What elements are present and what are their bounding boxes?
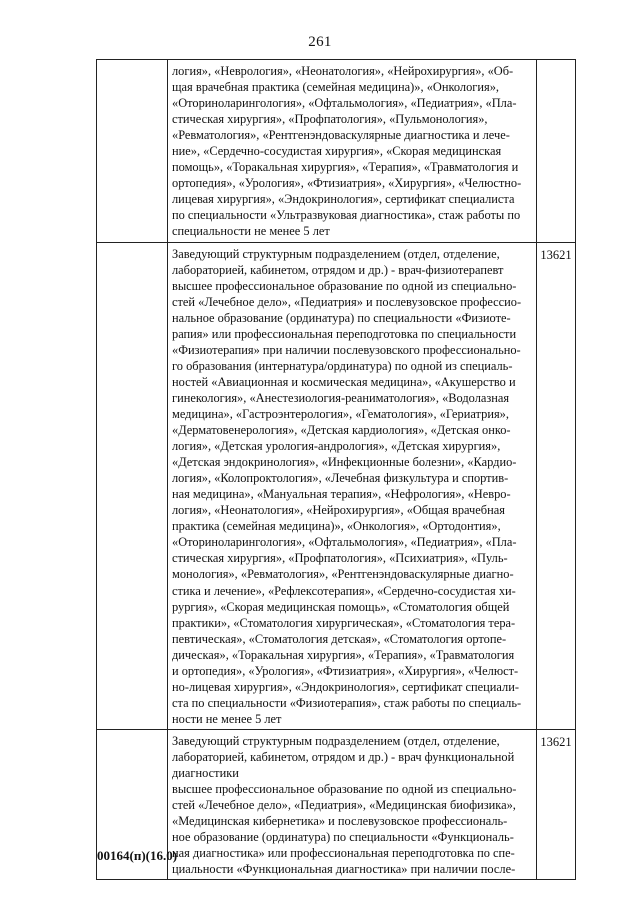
text-line: логия», «Неонатология», «Нейрохирургия», «Общая врачебная (172, 503, 505, 518)
text-line: практика (семейная медицина)», «Онкология», «Ортодонтия», (172, 519, 501, 534)
text-line: «Оториноларингология», «Офтальмология», «Педиатрия», «Пла- (172, 535, 517, 550)
text-line: «Физиотерапия» при наличии послевузовского профессионально- (172, 342, 521, 357)
text-line: го образования (интернатура/ординатура) по одной из специаль- (172, 358, 513, 373)
text-line: лицевая хирургия», «Эндокринология», сертификат специалиста (172, 192, 515, 207)
table-row (97, 242, 576, 729)
text-line: ное образование (ординатура) по специальности «Функциональ- (172, 830, 514, 845)
text-line: гинекология», «Анестезиология-реаниматология», «Водолазная (172, 390, 510, 405)
text-line: высшее профессиональное образование по одной из специально- (172, 782, 517, 797)
page-number: 261 (308, 34, 332, 50)
row-text (168, 60, 536, 242)
left-cell (97, 242, 168, 729)
table-row (97, 60, 576, 243)
text-cell (168, 60, 537, 243)
text-line: логия», «Колопроктология», «Лечебная физкультура и спортив- (172, 471, 509, 486)
text-line: стическая хирургия», «Профпатология», «Пульмонология», (172, 112, 488, 127)
text-line: медицина», «Гастроэнтерология», «Гематология», «Гериатрия», (172, 406, 509, 421)
text-line: ортопедия», «Урология», «Фтизиатрия», «Хирургия», «Челюстно- (172, 176, 522, 191)
text-line: по специальности «Ультразвуковая диагностика», стаж работы по (172, 208, 521, 223)
text-line: Заведующий структурным подразделением (отдел, отделение, (172, 246, 500, 261)
text-line: ная медицина», «Мануальная терапия», «Нефрология», «Невро- (172, 487, 511, 502)
text-line: рургия», «Скорая медицинская помощь», «Стоматология общей (172, 599, 510, 614)
text-line: ста по специальности «Физиотерапия», стаж работы по специаль- (172, 695, 522, 710)
text-cell (168, 729, 537, 879)
text-line: диагностики (172, 766, 239, 781)
text-line: монология», «Ревматология», «Рентгенэндоваскулярные диагно- (172, 567, 514, 582)
amount-value: 13621 (540, 734, 572, 749)
text-line: стей «Лечебное дело», «Педиатрия» и послевузовское профессио- (172, 294, 522, 309)
text-line: дическая», «Торакальная хирургия», «Терапия», «Травматология (172, 647, 515, 662)
text-line: циальности «Функциональная диагностика» при наличии после- (172, 862, 516, 877)
text-line: лабораторией, кабинетом, отрядом и др.) - врач функциональной (172, 749, 515, 764)
qualification-table (96, 59, 576, 880)
text-line: ние», «Сердечно-сосудистая хирургия», «Скорая медицинская (172, 144, 502, 159)
left-cell (97, 60, 168, 243)
text-line: логия», «Детская урология-андрология», «Детская хирургия», (172, 439, 501, 454)
text-line: «Детская эндокринология», «Инфекционные болезни», «Кардио- (172, 455, 517, 470)
amount-value (537, 60, 575, 65)
text-line: специальности не менее 5 лет (172, 224, 330, 239)
text-line: и ортопедия», «Урология», «Фтизиатрия», «Хирургия», «Челюст- (172, 663, 519, 678)
text-line: щая врачебная практика (семейная медицина)», «Онкология», (172, 80, 499, 95)
text-line: логия», «Неврология», «Неонатология», «Нейрохирургия», «Об- (172, 64, 514, 78)
text-line: «Ревматология», «Рентгенэндоваскулярные диагностика и лече- (172, 128, 510, 143)
text-line: помощь», «Торакальная хирургия», «Терапия», «Травматология и (172, 160, 519, 175)
text-line: ностей «Авиационная и космическая медицина», «Акушерство и (172, 374, 516, 389)
text-cell (168, 242, 537, 729)
document-code: 00164(п)(16.0) (97, 848, 178, 863)
amount-cell (537, 242, 576, 729)
amount-value: 13621 (540, 247, 572, 262)
row-text (168, 730, 536, 879)
text-line: высшее профессиональное образование по одной из специально- (172, 278, 517, 293)
text-line: лабораторией, кабинетом, отрядом и др.) - врач-физиотерапевт (172, 262, 504, 277)
text-line: нальное образование (ординатура) по специальности «Физиоте- (172, 310, 511, 325)
text-line: певтическая», «Стоматология детская», «Стоматология ортопе- (172, 631, 507, 646)
text-line: «Оториноларингология», «Офтальмология», «Педиатрия», «Пла- (172, 96, 517, 111)
row-text (168, 243, 536, 729)
amount-cell (537, 60, 576, 243)
text-line: Заведующий структурным подразделением (отдел, отделение, (172, 733, 500, 748)
text-line: практики», «Стоматология хирургическая», «Стоматология тера- (172, 615, 516, 630)
text-line: ная диагностика» или профессиональная переподготовка по спе- (172, 846, 515, 861)
text-line: стическая хирургия», «Профпатология», «Психиатрия», «Пуль- (172, 551, 508, 566)
amount-cell (537, 729, 576, 879)
text-line: «Медицинская кибернетика» и послевузовское профессиональ- (172, 814, 508, 829)
text-line: ности не менее 5 лет (172, 711, 282, 726)
text-line: стика и лечение», «Рефлексотерапия», «Сердечно-сосудистая хи- (172, 583, 516, 598)
text-line: рапия» или профессиональная переподготовка по специальности (172, 326, 517, 341)
text-line: стей «Лечебное дело», «Педиатрия», «Медицинская биофизика», (172, 798, 516, 813)
text-line: «Дерматовенерология», «Детская кардиология», «Детская онко- (172, 423, 511, 438)
text-line: но-лицевая хирургия», «Эндокринология», сертификат специали- (172, 679, 519, 694)
